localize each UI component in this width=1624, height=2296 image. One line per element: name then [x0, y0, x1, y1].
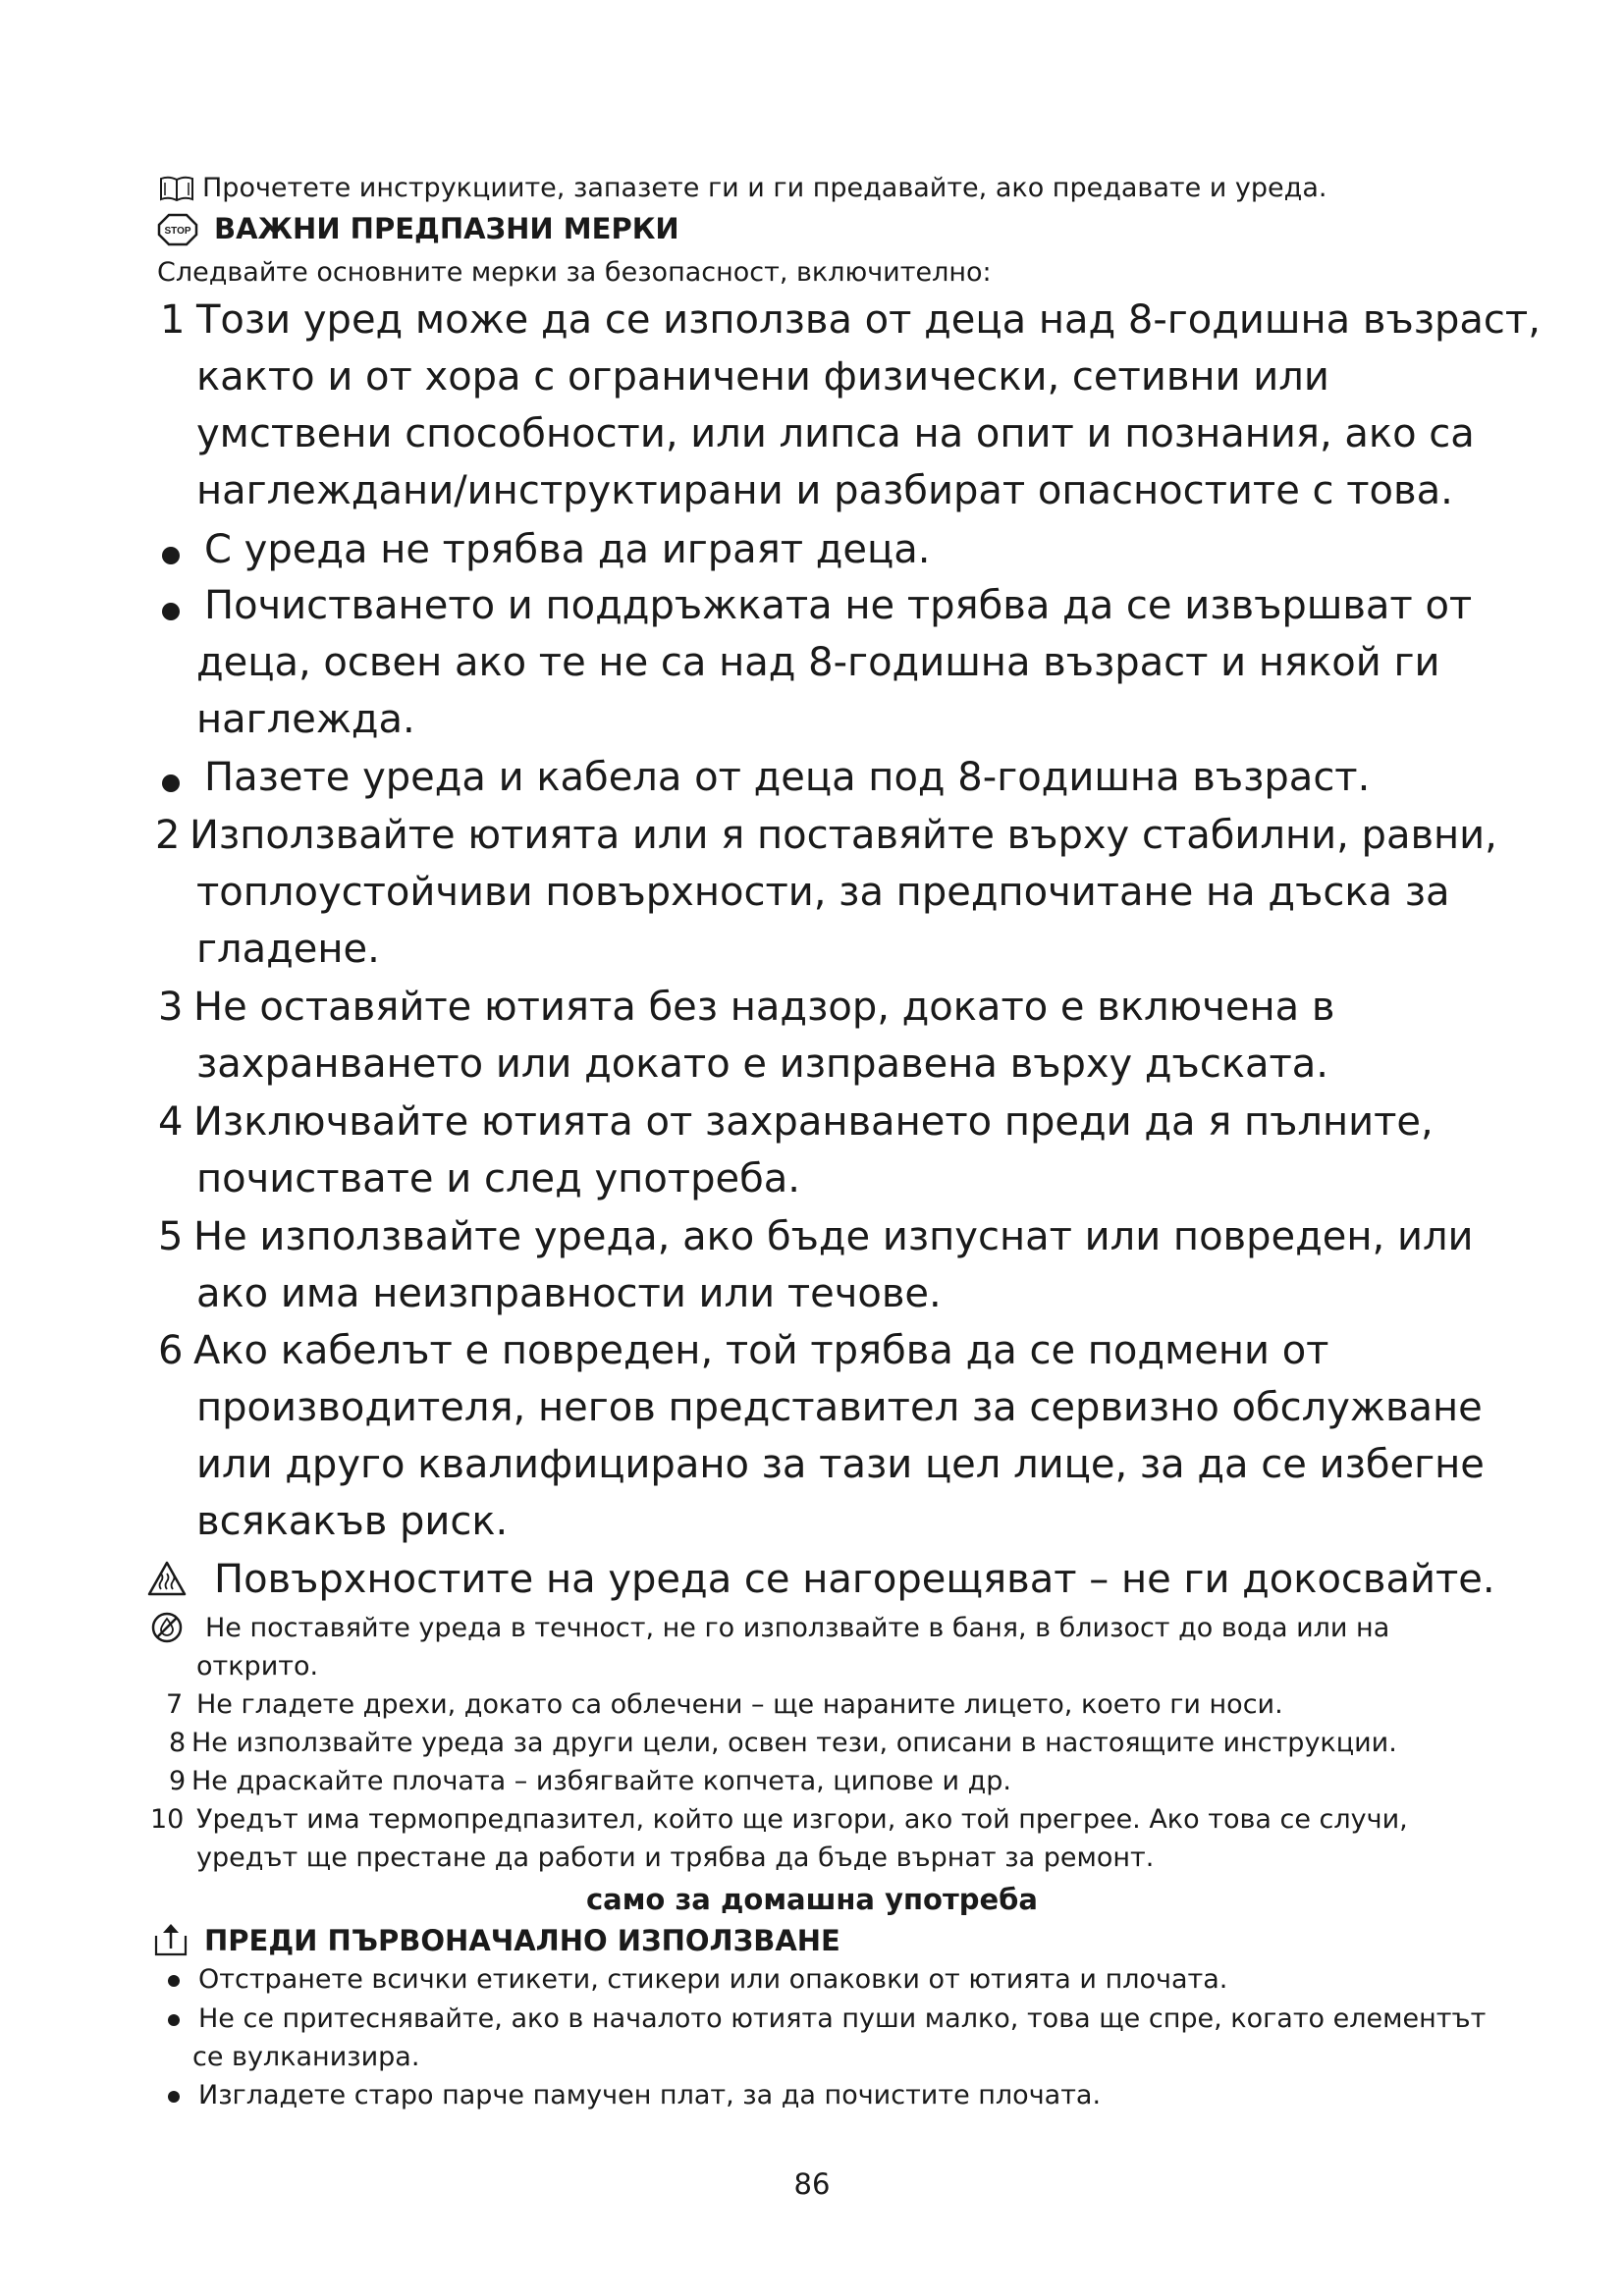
item-10-line: уредът ще престане да работи и трябва да бъде върнат за ремонт.: [196, 1842, 1155, 1873]
home-use-note: само за домашна употреба: [585, 1883, 1039, 1916]
book-icon: [159, 175, 194, 202]
water-warning-line: Не поставяйте уреда в течност, не го използвайте в баня, в близост до вода или на: [205, 1613, 1390, 1643]
first-use-bullet-line: Изгладете старо парче памучен плат, за да почистите плочата.: [198, 2080, 1102, 2110]
bullet-icon: [162, 547, 180, 564]
item-7-number: 7: [166, 1689, 184, 1720]
item-2-number: 2: [155, 813, 181, 858]
hot-surface-warning-text: Повърхностите на уреда се нагорещяват – не ги докосвайте.: [214, 1557, 1495, 1602]
item-2-line: топлоустойчиви повърхности, за предпочитане на дъска за: [196, 870, 1450, 915]
no-water-icon: [150, 1611, 184, 1644]
item-7-text: Не гладете дрехи, докато са облечени – ще нараните лицето, което ги носи.: [196, 1689, 1283, 1720]
read-instructions-text: Прочетете инструкциите, запазете ги и ги предавайте, ако предавате и уреда.: [202, 173, 1327, 203]
item-3-line: Не оставяйте ютията без надзор, докато е включена в: [193, 985, 1335, 1030]
bullet-line: наглежда.: [196, 697, 415, 742]
item-3-number: 3: [158, 985, 184, 1030]
bullet-line: С уреда не трябва да играят деца.: [204, 527, 931, 572]
item-9-number: 9: [169, 1766, 187, 1796]
item-1-line: както и от хора с ограничени физически, сетивни или: [196, 354, 1329, 400]
water-warning-line: открито.: [196, 1651, 319, 1682]
item-10-number: 10: [150, 1804, 185, 1835]
item-3-line: захранването или докато е изправена върху дъската.: [196, 1041, 1329, 1087]
first-use-icon: [153, 1922, 189, 1957]
item-5-line: ако има неизправности или течове.: [196, 1271, 942, 1316]
item-4-line: Изключвайте ютията от захранването преди да я пълните,: [193, 1099, 1434, 1145]
item-4-line: почиствате и след употреба.: [196, 1156, 800, 1201]
item-9-text: Не драскайте плочата – избягвайте копчета, ципове и др.: [191, 1766, 1011, 1796]
item-5-number: 5: [158, 1214, 184, 1259]
first-use-bullet-line: Отстранете всички етикети, стикери или опаковки от ютията и плочата.: [198, 1964, 1228, 1995]
first-use-bullet-line: Не се притеснявайте, ако в началото ютията пуши малко, това ще спре, когато елементът: [198, 2003, 1487, 2034]
item-10-line: Уредът има термопредпазител, който ще изгори, ако той прегрее. Ако това се случи,: [196, 1804, 1408, 1835]
item-5-line: Не използвайте уреда, ако бъде изпуснат или повреден, или: [193, 1214, 1474, 1259]
bullet-line: Почистването и поддръжката не трябва да се извършват от: [204, 583, 1473, 628]
item-8-text: Не използвайте уреда за други цели, освен тези, описани в настоящите инструкции.: [191, 1728, 1397, 1758]
first-use-bullet-line: се вулканизира.: [192, 2042, 420, 2072]
stop-icon-label: STOP: [164, 226, 191, 237]
safety-heading: ВАЖНИ ПРЕДПАЗНИ МЕРКИ: [214, 212, 679, 245]
stop-icon: [157, 213, 198, 246]
item-8-number: 8: [169, 1728, 187, 1758]
item-4-number: 4: [158, 1099, 184, 1145]
bullet-icon: [162, 603, 180, 620]
item-1-number: 1: [160, 297, 186, 343]
page-number: 86: [793, 2167, 831, 2201]
first-use-heading: ПРЕДИ ПЪРВОНАЧАЛНО ИЗПОЛЗВАНЕ: [204, 1924, 840, 1957]
bullet-line: Пазете уреда и кабела от деца под 8-годишна възраст.: [204, 755, 1371, 800]
hot-surface-warning-icon: [147, 1561, 187, 1596]
safety-lead: Следвайте основните мерки за безопасност, включително:: [157, 257, 992, 288]
bullet-icon: [162, 774, 180, 792]
item-6-line: Ако кабелът е повреден, той трябва да се подмени от: [193, 1328, 1329, 1373]
item-1-line: Този уред може да се използва от деца над 8-годишна възраст,: [196, 297, 1541, 343]
bullet-icon: [168, 2014, 180, 2026]
bullet-line: деца, освен ако те не са над 8-годишна възраст и някой ги: [196, 640, 1440, 685]
item-6-line: всякакъв риск.: [196, 1499, 509, 1544]
item-1-line: наглеждани/инструктирани и разбират опасностите с това.: [196, 468, 1453, 513]
bullet-icon: [168, 2091, 180, 2103]
bullet-icon: [168, 1975, 180, 1987]
item-1-line: умствени способности, или липса на опит и познания, ако са: [196, 411, 1475, 456]
item-2-line: гладене.: [196, 927, 380, 972]
item-6-number: 6: [158, 1328, 184, 1373]
item-6-line: или друго квалифицирано за тази цел лице, за да се избегне: [196, 1442, 1485, 1487]
item-2-line: Използвайте ютията или я поставяйте върху стабилни, равни,: [189, 813, 1497, 858]
item-6-line: производителя, негов представител за сервизно обслужване: [196, 1385, 1483, 1430]
